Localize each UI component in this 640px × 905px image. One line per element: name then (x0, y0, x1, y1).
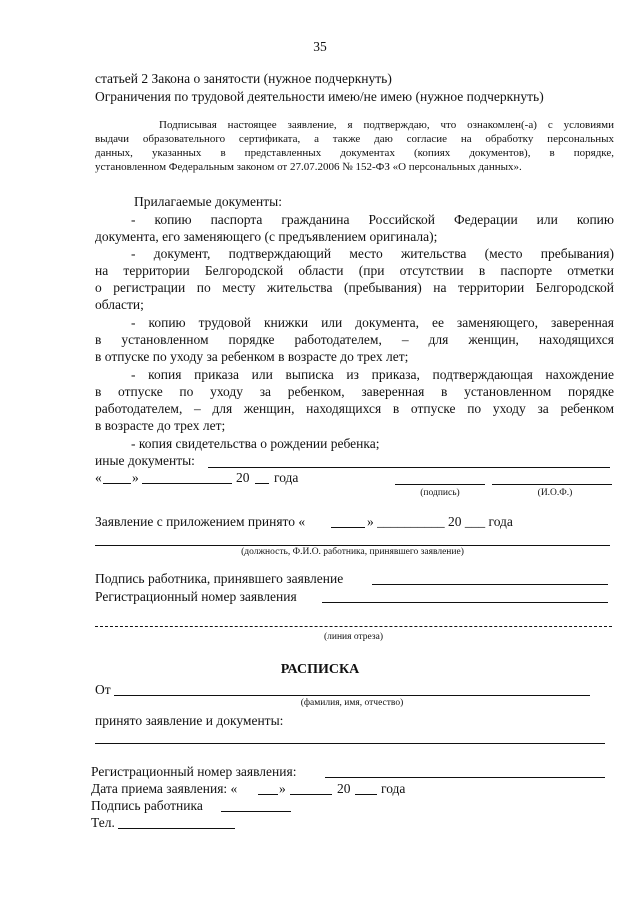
fio-caption: (фамилия, имя, отчество) (300, 698, 404, 708)
consent-line-2: выдачи образовательного сертификата, а также даю согласие на обработку персональных (95, 133, 614, 145)
attached-line-14: - копия свидетельства о рождении ребенка; (131, 436, 380, 451)
accepted-label: Заявление с приложением принято « (95, 514, 306, 529)
cut-line (95, 626, 612, 627)
year-prefix: 20 (236, 470, 250, 485)
attached-line-4: на территории Белгородской области (при отсутствии в паспорте отметки (95, 263, 614, 278)
attached-line-11: в отпуске по уходу за ребенком, заверенная в установленном порядке (95, 384, 614, 399)
year-suffix: года (274, 470, 299, 485)
receipt-date-mid: » (279, 781, 286, 796)
attached-title: Прилагаемые документы: (134, 194, 282, 209)
receipt-year-field[interactable] (355, 794, 377, 795)
attached-line-9: в отпуске по уходу за ребенком в возрасте до трех лет; (95, 349, 409, 364)
consent-line-3: данных, указанных в представленных документах (копиях документов), в порядке, (95, 147, 614, 159)
top-line-2: Ограничения по трудовой деятельности имею/не имею (нужное подчеркнуть) (95, 89, 544, 104)
receipt-month-field[interactable] (290, 794, 332, 795)
receipt-year-suffix: года (381, 781, 406, 796)
initials-caption: (И.О.Ф.) (537, 488, 573, 498)
worker-signature-label: Подпись работника, принявшего заявление (95, 571, 344, 586)
accepted-year-text: » __________ 20 ___ года (367, 514, 513, 529)
worker-signature-line-2[interactable] (221, 811, 291, 812)
attached-line-12: работодателем, – для женщин, находящихся в отпуске по уходу за ребенком (95, 401, 614, 416)
reg-number-line-2[interactable] (325, 777, 605, 778)
reg-number-line[interactable] (322, 602, 608, 603)
phone-label: Тел. (91, 815, 115, 830)
received-line[interactable] (95, 743, 605, 744)
fio-line[interactable] (114, 695, 590, 696)
received-label: принято заявление и документы: (95, 713, 284, 728)
signature-line[interactable] (395, 484, 485, 485)
reg-number-label-2: Регистрационный номер заявления: (91, 764, 297, 779)
attached-line-13: в возрасте до трех лет; (95, 418, 226, 433)
worker-signature-label-2: Подпись работника (91, 798, 203, 813)
page-number: 35 (313, 39, 327, 54)
attached-line-8: в установленном порядке работодателем, – для женщин, находящихся (95, 332, 614, 347)
accepted-day-field[interactable] (331, 527, 365, 528)
date-label: Дата приема заявления: « (91, 781, 238, 796)
attached-line-5: о регистрации по месту жительства (пребывания) на территории Белгородской (95, 280, 614, 295)
attached-line-7: - копию трудовой книжки или документа, ее заменяющего, заверенная (131, 315, 614, 330)
cut-caption: (линия отреза) (323, 632, 383, 642)
receipt-day-field[interactable] (258, 794, 278, 795)
date-close-quote: » (132, 470, 139, 485)
reg-number-label: Регистрационный номер заявления (95, 589, 297, 604)
position-line[interactable] (95, 545, 610, 546)
receipt-title: РАСПИСКА (280, 662, 360, 677)
top-line-1: статьей 2 Закона о занятости (нужное подчеркнуть) (95, 71, 392, 86)
position-caption: (должность, Ф.И.О. работника, принявшего заявление) (241, 547, 464, 557)
other-docs-label: иные документы: (95, 453, 195, 468)
signature-caption: (подпись) (420, 488, 460, 498)
phone-line[interactable] (118, 828, 235, 829)
date-open-quote: « (95, 470, 102, 485)
worker-signature-line[interactable] (372, 584, 608, 585)
month-field[interactable] (142, 483, 232, 484)
consent-line-1: Подписывая настоящее заявление, я подтверждаю, что ознакомлен(-а) с условиями (159, 119, 614, 131)
receipt-year-prefix: 20 (337, 781, 351, 796)
attached-line-6: области; (95, 297, 144, 312)
consent-line-4: установленном Федеральным законом от 27.07.2006 № 152-ФЗ «О персональных данных». (95, 161, 522, 173)
day-field[interactable] (103, 483, 131, 484)
attached-line-10: - копия приказа или выписка из приказа, подтверждающая нахождение (131, 367, 614, 382)
attached-line-1: - копию паспорта гражданина Российской Федерации или копию (131, 212, 614, 227)
other-docs-line[interactable] (208, 467, 610, 468)
attached-line-3: - документ, подтверждающий место жительства (место пребывания) (131, 246, 614, 261)
from-label: От (95, 682, 111, 697)
initials-line[interactable] (492, 484, 612, 485)
year-field[interactable] (255, 483, 269, 484)
attached-line-2: документа, его заменяющего (с предъявлением оригинала); (95, 229, 438, 244)
